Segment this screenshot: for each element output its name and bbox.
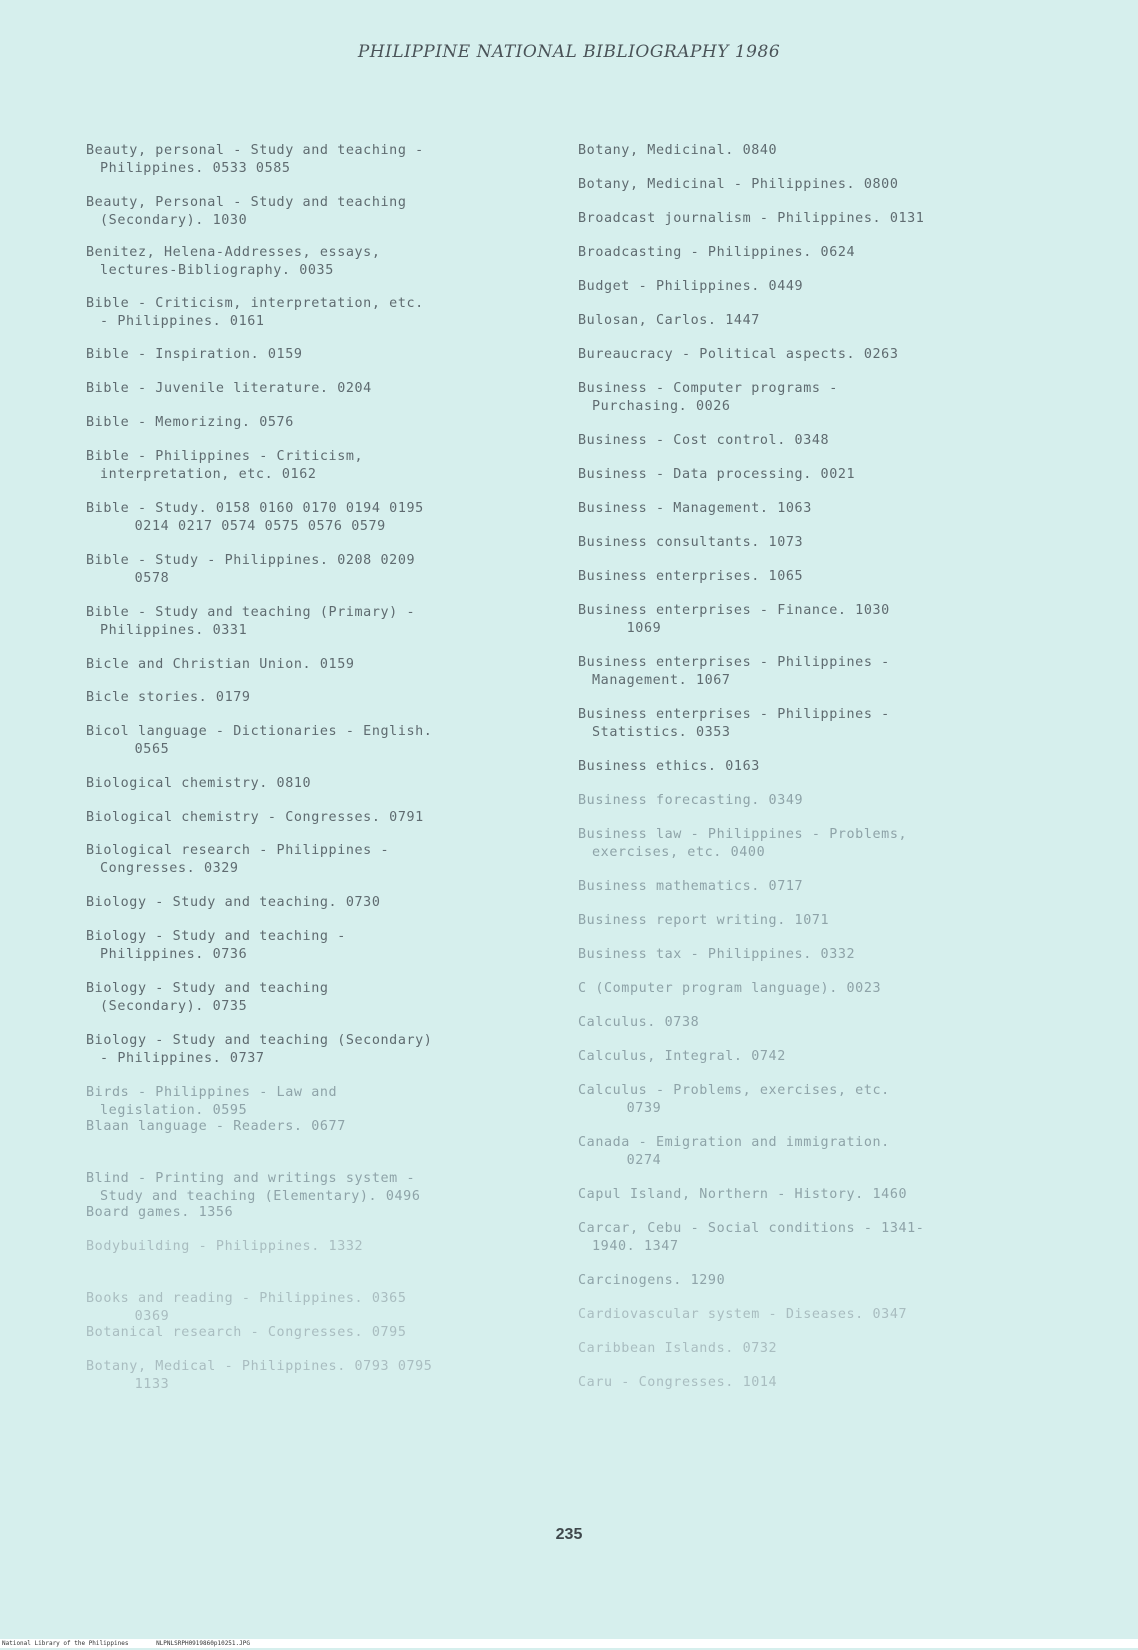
index-entry-heading: Bible - Juvenile literature. 0204 bbox=[86, 381, 372, 396]
index-entry bbox=[578, 1272, 1048, 1290]
index-entry-heading: Business law - Philippines - Problems, bbox=[578, 827, 908, 842]
index-entry bbox=[86, 414, 556, 432]
index-entry-heading: Blaan language - Readers. 0677 bbox=[86, 1119, 346, 1134]
index-entry bbox=[578, 1374, 1048, 1392]
index-entry bbox=[578, 1306, 1048, 1324]
index-entry bbox=[578, 878, 1048, 896]
index-entry bbox=[578, 568, 1048, 586]
index-entry-heading: Business consultants. 1073 bbox=[578, 535, 804, 550]
index-entry bbox=[86, 1238, 556, 1256]
index-entry-heading: Business report writing. 1071 bbox=[578, 913, 830, 928]
index-entry-heading: Botany, Medicinal. 0840 bbox=[578, 143, 778, 158]
index-entry bbox=[86, 842, 556, 878]
index-entry-continuation: (Secondary). 1030 bbox=[100, 213, 248, 228]
index-entry-continuation: 0565 bbox=[100, 742, 170, 757]
index-entry-heading: Bible - Philippines - Criticism, bbox=[86, 449, 364, 464]
index-entry-heading: Bible - Study. 0158 0160 0170 0194 0195 bbox=[86, 501, 424, 516]
index-entry bbox=[86, 295, 556, 331]
index-entry-heading: Cardiovascular system - Diseases. 0347 bbox=[578, 1307, 908, 1322]
index-entry bbox=[578, 432, 1048, 450]
index-entry-continuation: 1133 bbox=[100, 1377, 170, 1392]
index-entry bbox=[86, 689, 556, 707]
index-entry bbox=[578, 758, 1048, 776]
index-entry-heading: Business enterprises - Finance. 1030 bbox=[578, 603, 890, 618]
index-entry bbox=[86, 552, 556, 588]
index-entry-heading: Beauty, personal - Study and teaching - bbox=[86, 143, 424, 158]
index-entry bbox=[578, 312, 1048, 330]
index-entry-heading: Caru - Congresses. 1014 bbox=[578, 1375, 778, 1390]
index-entry-continuation: Philippines. 0331 bbox=[100, 623, 248, 638]
index-entry bbox=[578, 500, 1048, 518]
index-entry bbox=[578, 912, 1048, 930]
index-entry-continuation: exercises, etc. 0400 bbox=[592, 845, 766, 860]
index-entry-heading: Capul Island, Northern - History. 1460 bbox=[578, 1187, 908, 1202]
index-entry-heading: Biological research - Philippines - bbox=[86, 843, 390, 858]
index-entry-continuation: legislation. 0595 bbox=[100, 1103, 248, 1118]
index-entry-continuation: - Philippines. 0161 bbox=[100, 314, 265, 329]
index-entry-heading: Bible - Criticism, interpretation, etc. bbox=[86, 296, 424, 311]
index-entry-continuation: lectures-Bibliography. 0035 bbox=[100, 263, 334, 278]
index-entry-heading: Bible - Memorizing. 0576 bbox=[86, 415, 294, 430]
page-number: 235 bbox=[555, 1526, 583, 1543]
index-entry bbox=[578, 1014, 1048, 1032]
index-entry-heading: Business tax - Philippines. 0332 bbox=[578, 947, 856, 962]
index-entry bbox=[86, 1032, 556, 1068]
index-entry-heading: Biology - Study and teaching bbox=[86, 981, 329, 996]
index-entry bbox=[578, 826, 1048, 862]
index-entry-heading: Benitez, Helena-Addresses, essays, bbox=[86, 245, 381, 260]
index-entry-heading: Biological chemistry. 0810 bbox=[86, 776, 312, 791]
index-entry bbox=[86, 1290, 556, 1326]
index-entry-heading: Biological chemistry - Congresses. 0791 bbox=[86, 810, 424, 825]
footer-filename: NLPNLSRPH0919860p10251.JPG bbox=[156, 1640, 250, 1647]
index-entry-heading: Business forecasting. 0349 bbox=[578, 793, 804, 808]
index-entry-continuation: 0274 bbox=[592, 1153, 662, 1168]
index-entry-continuation: 0214 0217 0574 0575 0576 0579 bbox=[100, 519, 386, 534]
index-entry-heading: Bicle and Christian Union. 0159 bbox=[86, 657, 355, 672]
index-entry bbox=[86, 980, 556, 1016]
index-entry-heading: Business - Cost control. 0348 bbox=[578, 433, 830, 448]
index-entry-heading: Biology - Study and teaching - bbox=[86, 929, 346, 944]
index-entry bbox=[86, 809, 556, 827]
index-entry bbox=[578, 602, 1048, 638]
index-entry bbox=[578, 176, 1048, 194]
index-entry bbox=[578, 1340, 1048, 1358]
index-entry bbox=[86, 656, 556, 674]
index-entry bbox=[86, 1204, 556, 1222]
index-entry-heading: Business - Management. 1063 bbox=[578, 501, 812, 516]
index-entry bbox=[578, 1082, 1048, 1118]
index-entry-heading: Bible - Study - Philippines. 0208 0209 bbox=[86, 553, 416, 568]
index-entry-continuation: Management. 1067 bbox=[592, 673, 731, 688]
index-entry-heading: Carcar, Cebu - Social conditions - 1341- bbox=[578, 1221, 925, 1236]
index-entry-heading: C (Computer program language). 0023 bbox=[578, 981, 882, 996]
index-entry-heading: Bible - Study and teaching (Primary) - bbox=[86, 605, 416, 620]
index-entry-heading: Business - Data processing. 0021 bbox=[578, 467, 856, 482]
index-entry-heading: Caribbean Islands. 0732 bbox=[578, 1341, 778, 1356]
index-entry-heading: Books and reading - Philippines. 0365 bbox=[86, 1291, 407, 1306]
index-entry bbox=[578, 1048, 1048, 1066]
index-entry bbox=[578, 654, 1048, 690]
index-entry bbox=[86, 1324, 556, 1342]
index-entry bbox=[578, 706, 1048, 742]
index-entry-heading: Botany, Medicinal - Philippines. 0800 bbox=[578, 177, 899, 192]
index-entry bbox=[578, 210, 1048, 228]
index-entry-continuation: Purchasing. 0026 bbox=[592, 399, 731, 414]
index-entry bbox=[86, 142, 556, 178]
index-entry-heading: Broadcast journalism - Philippines. 0131 bbox=[578, 211, 925, 226]
index-entry-heading: Bodybuilding - Philippines. 1332 bbox=[86, 1239, 364, 1254]
index-entry-heading: Business enterprises. 1065 bbox=[578, 569, 804, 584]
index-entry bbox=[578, 980, 1048, 998]
index-entry bbox=[86, 244, 556, 280]
footer-source: National Library of the Philippines bbox=[2, 1640, 129, 1647]
index-entry-heading: Carcinogens. 1290 bbox=[578, 1273, 726, 1288]
index-entry bbox=[86, 194, 556, 230]
index-entry-heading: Birds - Philippines - Law and bbox=[86, 1085, 338, 1100]
index-entry bbox=[578, 346, 1048, 364]
index-entry bbox=[578, 946, 1048, 964]
index-entry-heading: Biology - Study and teaching. 0730 bbox=[86, 895, 381, 910]
index-entry bbox=[86, 723, 556, 759]
index-entry-heading: Business enterprises - Philippines - bbox=[578, 655, 890, 670]
index-entry-heading: Bible - Inspiration. 0159 bbox=[86, 347, 303, 362]
index-entry bbox=[578, 278, 1048, 296]
index-entry bbox=[86, 380, 556, 398]
index-entry-heading: Bicle stories. 0179 bbox=[86, 690, 251, 705]
index-entry-heading: Broadcasting - Philippines. 0624 bbox=[578, 245, 856, 260]
index-entry bbox=[86, 1358, 556, 1394]
index-entry bbox=[86, 928, 556, 964]
index-entry bbox=[86, 1084, 556, 1120]
index-entry-continuation: 1940. 1347 bbox=[592, 1239, 679, 1254]
index-entry bbox=[578, 1186, 1048, 1204]
index-entry-heading: Business ethics. 0163 bbox=[578, 759, 760, 774]
index-entry-continuation: interpretation, etc. 0162 bbox=[100, 467, 317, 482]
index-entry-heading: Canada - Emigration and immigration. bbox=[578, 1135, 890, 1150]
index-entry-heading: Biology - Study and teaching (Secondary) bbox=[86, 1033, 433, 1048]
index-entry bbox=[86, 346, 556, 364]
index-entry bbox=[578, 1134, 1048, 1170]
index-entry bbox=[578, 142, 1048, 160]
index-entry bbox=[86, 1170, 556, 1206]
index-entry-heading: Business enterprises - Philippines - bbox=[578, 707, 890, 722]
index-entry bbox=[578, 1220, 1048, 1256]
index-entry bbox=[578, 534, 1048, 552]
index-entry bbox=[86, 448, 556, 484]
index-entry-heading: Budget - Philippines. 0449 bbox=[578, 279, 804, 294]
index-entry-heading: Bureaucracy - Political aspects. 0263 bbox=[578, 347, 899, 362]
index-entry-continuation: (Secondary). 0735 bbox=[100, 999, 248, 1014]
index-entry-heading: Board games. 1356 bbox=[86, 1205, 234, 1220]
index-entry-continuation: - Philippines. 0737 bbox=[100, 1051, 265, 1066]
index-entry-continuation: Philippines. 0533 0585 bbox=[100, 161, 291, 176]
index-entry-heading: Calculus, Integral. 0742 bbox=[578, 1049, 786, 1064]
scan-footer bbox=[0, 1639, 1138, 1648]
index-entry-heading: Botany, Medical - Philippines. 0793 0795 bbox=[86, 1359, 433, 1374]
index-entry-heading: Botanical research - Congresses. 0795 bbox=[86, 1325, 407, 1340]
index-entry-heading: Calculus - Problems, exercises, etc. bbox=[578, 1083, 890, 1098]
index-entry bbox=[86, 500, 556, 536]
index-entry bbox=[578, 380, 1048, 416]
index-entry-heading: Blind - Printing and writings system - bbox=[86, 1171, 416, 1186]
index-entry bbox=[578, 244, 1048, 262]
index-entry bbox=[578, 466, 1048, 484]
index-entry-continuation: Philippines. 0736 bbox=[100, 947, 248, 962]
index-entry-heading: Business mathematics. 0717 bbox=[578, 879, 804, 894]
index-entry-continuation: 0578 bbox=[100, 571, 170, 586]
index-entry-continuation: 0369 bbox=[100, 1309, 170, 1324]
index-entry-heading: Bulosan, Carlos. 1447 bbox=[578, 313, 760, 328]
index-entry-continuation: 1069 bbox=[592, 621, 662, 636]
index-entry-continuation: 0739 bbox=[592, 1101, 662, 1116]
index-entry-heading: Calculus. 0738 bbox=[578, 1015, 700, 1030]
index-entry-continuation: Statistics. 0353 bbox=[592, 725, 731, 740]
index-entry-continuation: Study and teaching (Elementary). 0496 bbox=[100, 1189, 421, 1204]
page-title: PHILIPPINE NATIONAL BIBLIOGRAPHY 1986 bbox=[357, 42, 781, 62]
index-entry-heading: Bicol language - Dictionaries - English. bbox=[86, 724, 433, 739]
index-entry bbox=[578, 792, 1048, 810]
index-entry bbox=[86, 775, 556, 793]
index-entry bbox=[86, 1118, 556, 1136]
index-entry bbox=[86, 604, 556, 640]
index-entry-heading: Beauty, Personal - Study and teaching bbox=[86, 195, 407, 210]
index-entry-heading: Business - Computer programs - bbox=[578, 381, 838, 396]
index-entry-continuation: Congresses. 0329 bbox=[100, 861, 239, 876]
index-entry bbox=[86, 894, 556, 912]
